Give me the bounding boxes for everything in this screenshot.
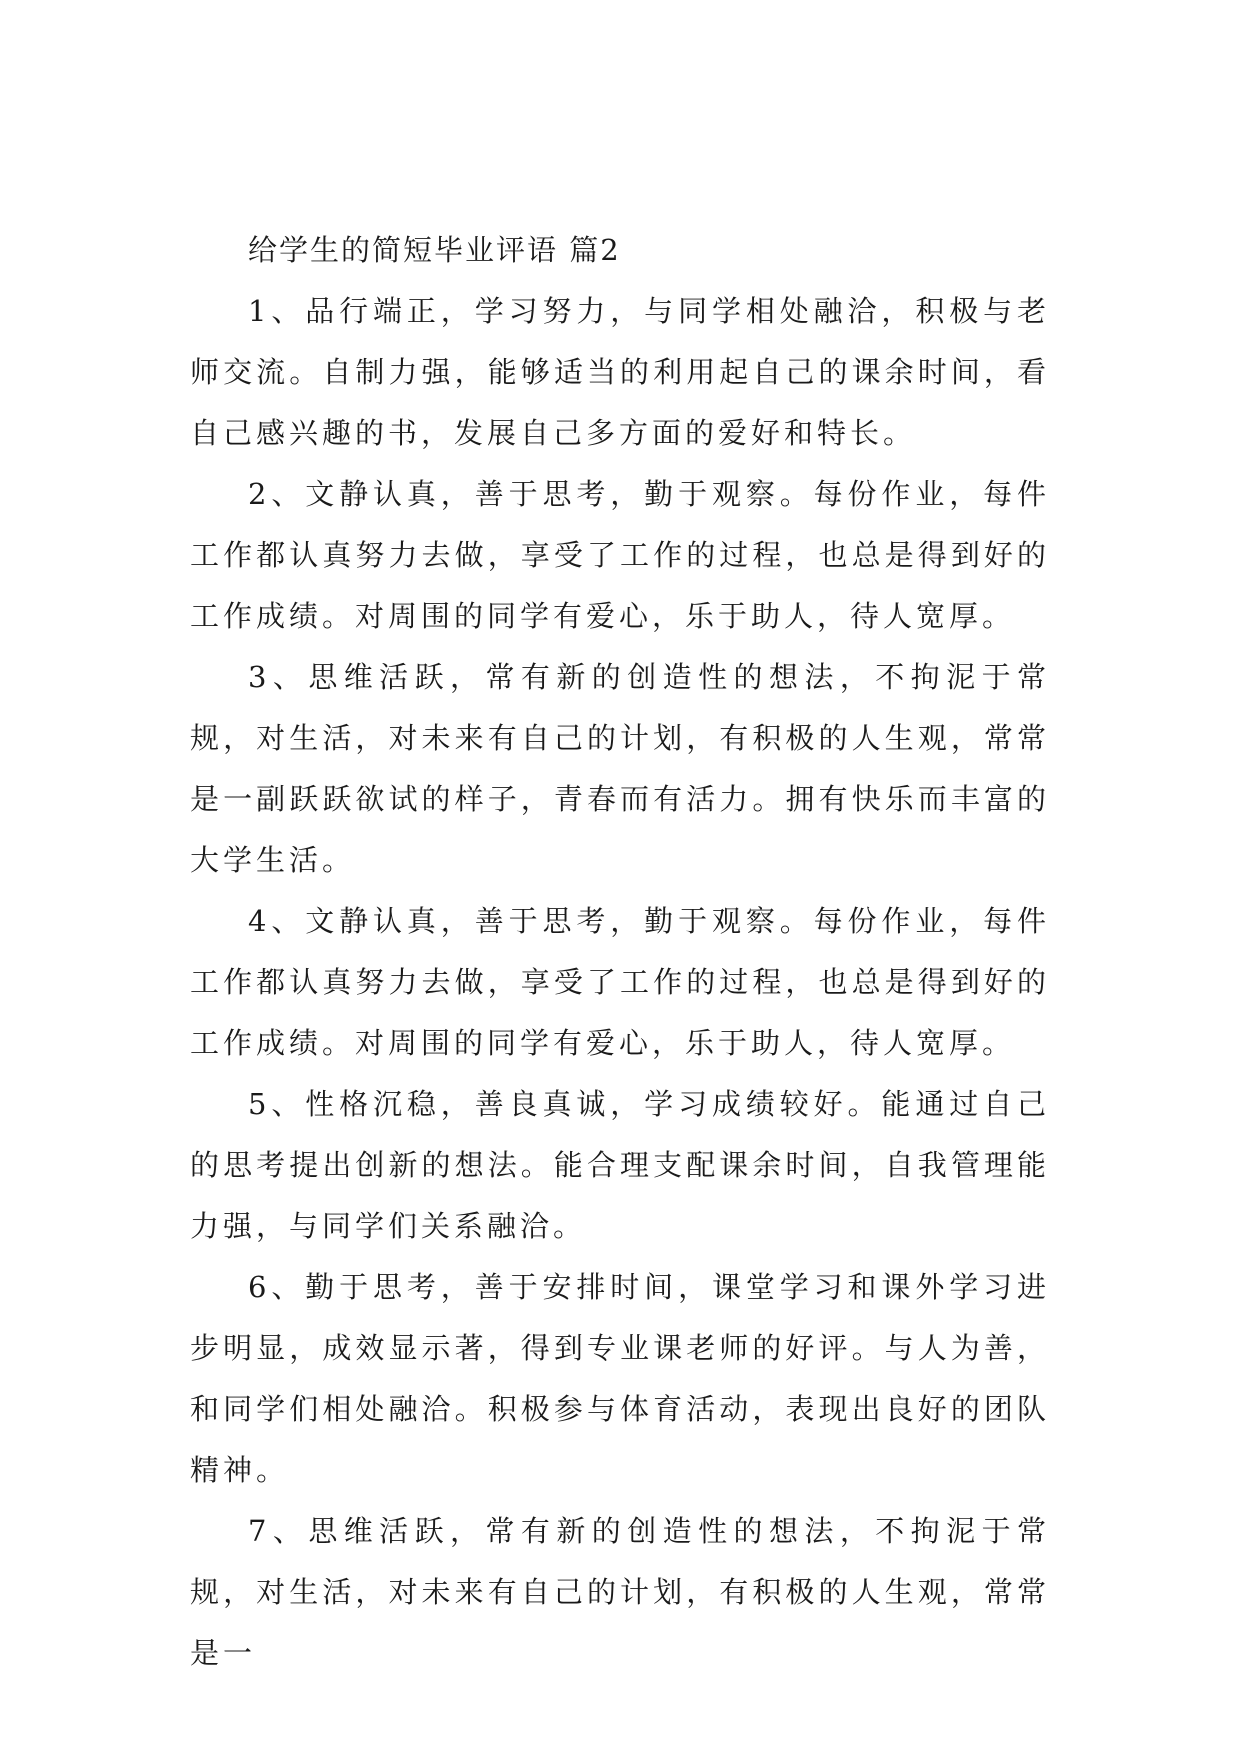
comment-paragraph-3: 3、思维活跃，常有新的创造性的想法，不拘泥于常规，对生活，对未来有自己的计划，有积极的人生观，常常是一副跃跃欲试的样子，青春而有活力。拥有快乐而丰富的大学生活。 [190,660,1050,877]
comment-paragraph-1: 1、品行端正，学习努力，与同学相处融洽，积极与老师交流。自制力强，能够适当的利用起自己的课余时间，看自己感兴趣的书，发展自己多方面的爱好和特长。 [190,294,1050,450]
comment-paragraph-7: 7、思维活跃，常有新的创造性的想法，不拘泥于常规，对生活，对未来有自己的计划，有积极的人生观，常常是一 [190,1514,1050,1670]
document-title: 给学生的简短毕业评语 篇2 [248,233,621,267]
comment-paragraph-4: 4、文静认真，善于思考，勤于观察。每份作业，每件工作都认真努力去做，享受了工作的过程，也总是得到好的工作成绩。对周围的同学有爱心，乐于助人，待人宽厚。 [190,904,1050,1060]
comment-paragraph-5: 5、性格沉稳，善良真诚，学习成绩较好。能通过自己的思考提出创新的想法。能合理支配课余时间，自我管理能力强，与同学们关系融洽。 [190,1087,1050,1243]
comment-paragraph-2: 2、文静认真，善于思考，勤于观察。每份作业，每件工作都认真努力去做，享受了工作的过程，也总是得到好的工作成绩。对周围的同学有爱心，乐于助人，待人宽厚。 [190,477,1050,633]
document-body [190,220,1050,1684]
comment-paragraph-6: 6、勤于思考，善于安排时间，课堂学习和课外学习进步明显，成效显示著，得到专业课老师的好评。与人为善，和同学们相处融洽。积极参与体育活动，表现出良好的团队精神。 [190,1270,1050,1487]
